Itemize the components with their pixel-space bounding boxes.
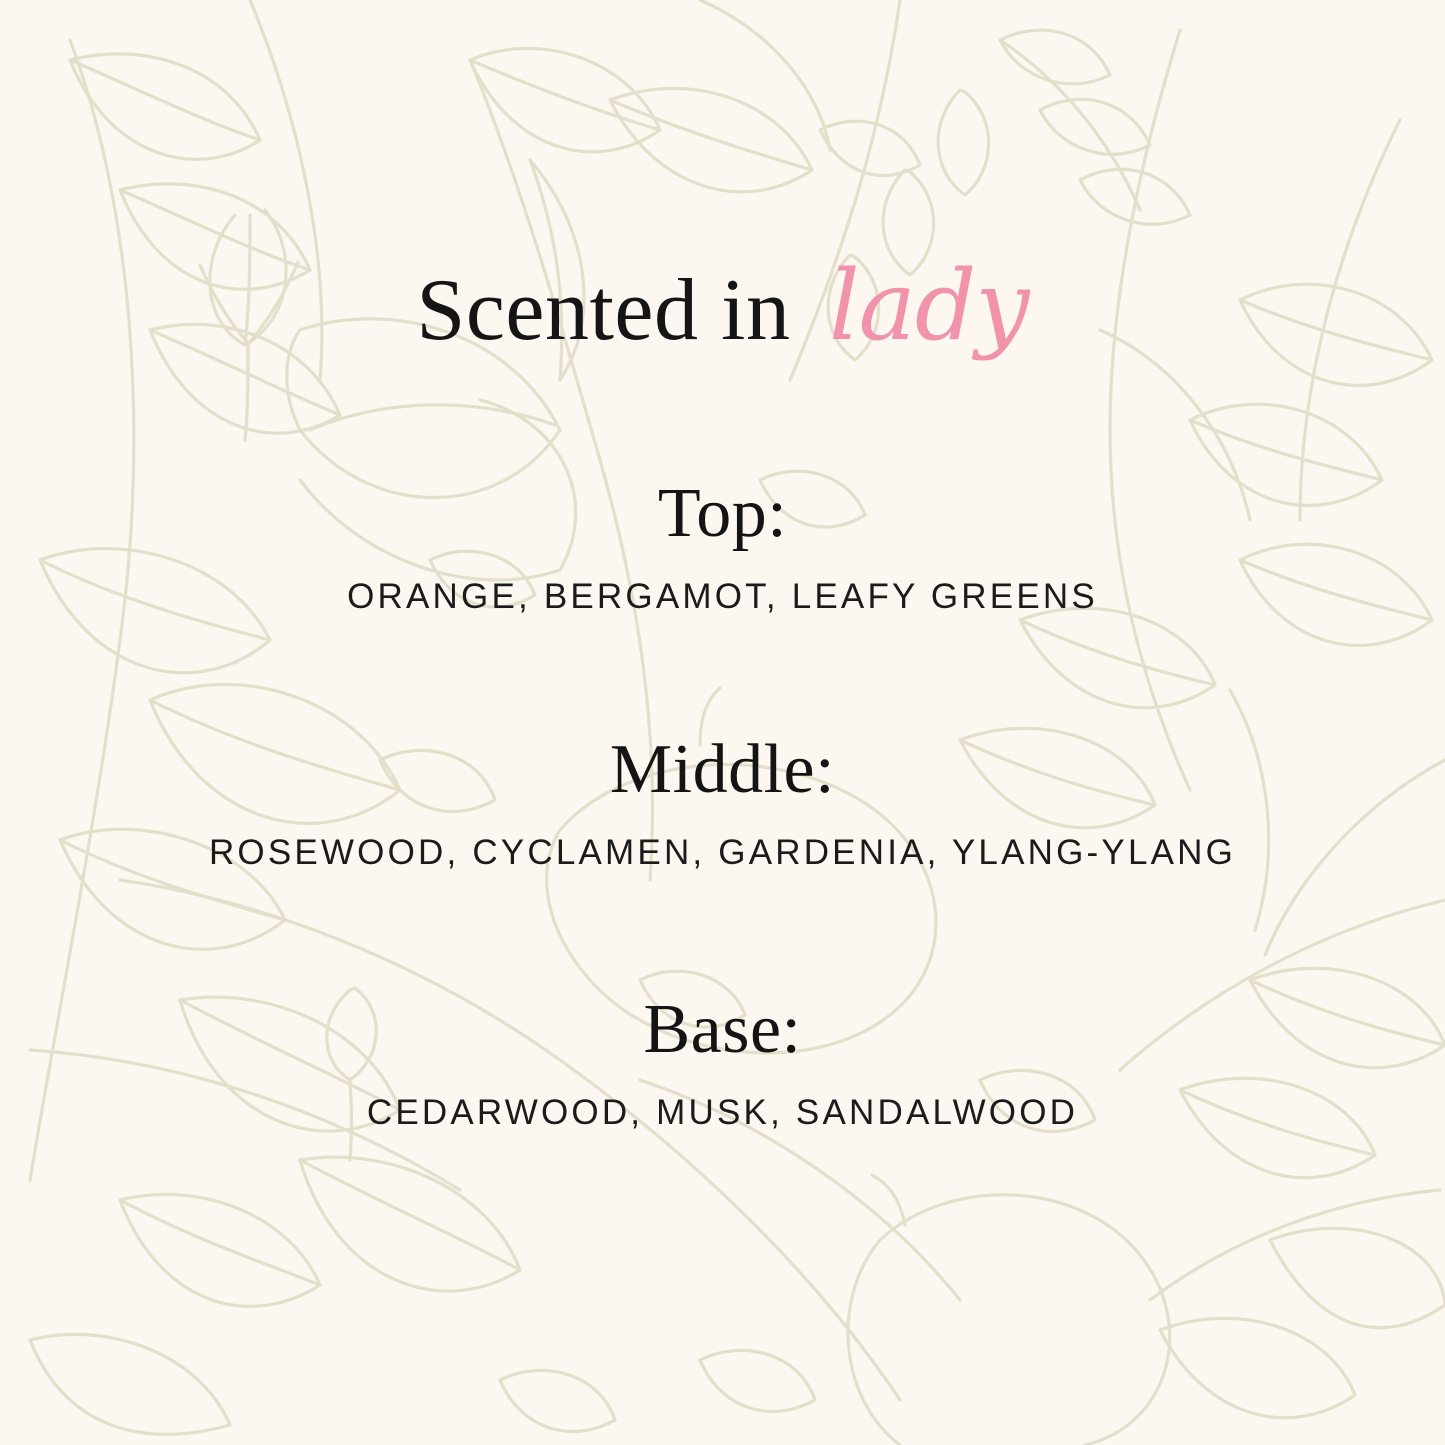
note-block-top	[0, 475, 1445, 617]
note-ingredients-top: ORANGE, BERGAMOT, LEAFY GREENS	[347, 577, 1098, 616]
note-title-base: Base:	[643, 991, 802, 1068]
headline-prefix: Scented in	[416, 262, 813, 359]
note-title-top: Top:	[657, 475, 788, 552]
note-block-middle	[0, 731, 1445, 873]
note-ingredients-base: CEDARWOOD, MUSK, SANDALWOOD	[366, 1093, 1079, 1132]
note-title-middle: Middle:	[609, 731, 836, 808]
note-ingredients-middle: ROSEWOOD, CYCLAMEN, GARDENIA, YLANG-YLANG	[208, 833, 1237, 872]
note-block-base	[0, 991, 1445, 1133]
headline-script-word: lady	[828, 250, 1029, 362]
page-title	[416, 250, 1029, 362]
